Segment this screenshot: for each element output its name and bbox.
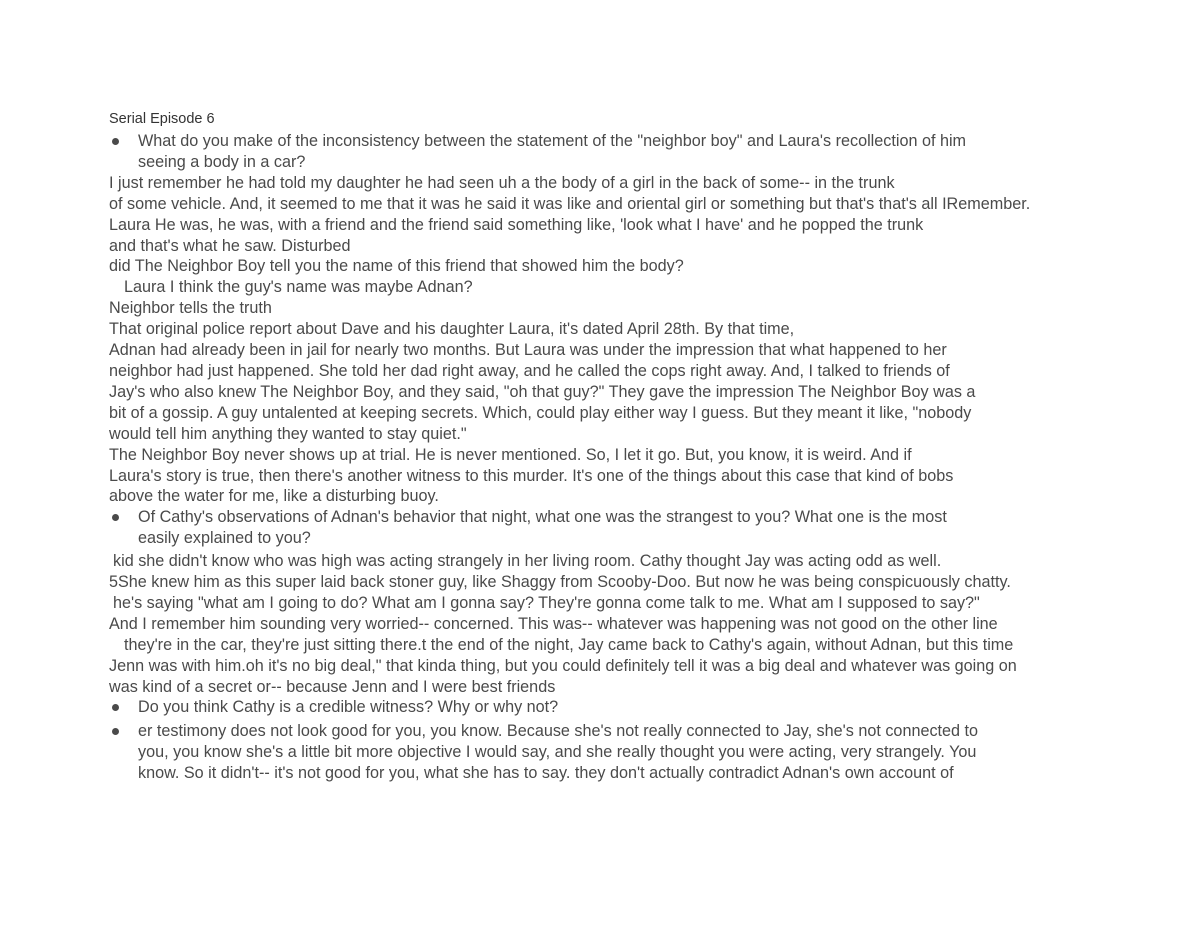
bullet-text: Of Cathy's observations of Adnan's behavior that night, what one was the strangest to you? What one is the most	[138, 508, 947, 527]
bullet-item	[0, 507, 1200, 528]
text-line: was kind of a secret or-- because Jenn and I were best friends	[109, 677, 556, 696]
bullet-item	[0, 131, 1200, 152]
bullet-dot-icon	[112, 514, 119, 521]
bullet-dot-icon	[112, 728, 119, 735]
bullet-text-continued: know. So it didn't-- it's not good for you, what she has to say. they don't actually contradict Adnan's own account of	[138, 764, 954, 783]
document-body	[0, 131, 1200, 784]
text-line: did The Neighbor Boy tell you the name of this friend that showed him the body?	[109, 257, 684, 276]
text-line: 5She knew him as this super laid back stoner guy, like Shaggy from Scooby-Doo. But now he was being conspicuously chatty.	[109, 573, 1011, 592]
bullet-text-continued: you, you know she's a little bit more objective I would say, and she really thought you were acting, very strangely. You	[138, 743, 977, 762]
text-line: I just remember he had told my daughter he had seen uh a the body of a girl in the back of some-- in the trunk	[109, 173, 895, 192]
bullet-item	[0, 697, 1200, 718]
text-line: Laura's story is true, then there's another witness to this murder. It's one of the things about this case that kind of bobs	[109, 466, 954, 485]
text-line: Jay's who also knew The Neighbor Boy, and they said, "oh that guy?" They gave the impression The Neighbor Boy was a	[109, 382, 976, 401]
text-line: and that's what he saw. Disturbed	[109, 236, 351, 255]
bullet-dot-icon	[112, 704, 119, 711]
bullet-text: What do you make of the inconsistency between the statement of the "neighbor boy" and Laura's recollection of him	[138, 132, 967, 150]
bullet-text-continued: seeing a body in a car?	[138, 152, 306, 171]
text-line: he's saying "what am I going to do? What am I gonna say? They're gonna come talk to me. What am I supposed to say?"	[113, 593, 980, 612]
text-line: would tell him anything they wanted to stay quiet."	[109, 424, 467, 443]
text-line: of some vehicle. And, it seemed to me that it was he said it was like and oriental girl or something but that's that's all IRemember.	[109, 194, 1031, 213]
bullet-text: Do you think Cathy is a credible witness? Why or why not?	[138, 698, 559, 717]
text-line: Jenn was with him.oh it's no big deal," that kinda thing, but you could definitely tell it was a big deal and whatever was going on	[109, 656, 1017, 675]
text-line: And I remember him sounding very worried-- concerned. This was-- whatever was happening was not good on the other line	[109, 614, 998, 633]
document-title: Serial Episode 6	[109, 111, 215, 127]
indented-line: Laura I think the guy's name was maybe Adnan?	[124, 278, 473, 297]
text-line: bit of a gossip. A guy untalented at keeping secrets. Which, could play either way I guess. But they meant it like, "nobody	[109, 403, 972, 422]
text-line: The Neighbor Boy never shows up at trial. He is never mentioned. So, I let it go. But, you know, it is weird. And if	[109, 445, 912, 464]
bullet-text: er testimony does not look good for you, you know. Because she's not really connected to Jay, she's not connected to	[138, 722, 979, 741]
text-line: neighbor had just happened. She told her dad right away, and he called the cops right away. And, I talked to friends of	[109, 361, 950, 380]
text-line: That original police report about Dave and his daughter Laura, it's dated April 28th. By that time,	[109, 320, 795, 339]
text-line: they're in the car, they're just sitting there.t the end of the night, Jay came back to Cathy's again, without Adnan, but this time	[124, 635, 1014, 654]
text-line: kid she didn't know who was high was acting strangely in her living room. Cathy thought Jay was acting odd as well.	[113, 552, 942, 571]
text-line: Adnan had already been in jail for nearly two months. But Laura was under the impression that what happened to her	[109, 341, 947, 360]
text-line: above the water for me, like a disturbing buoy.	[109, 487, 439, 506]
text-line: Laura He was, he was, with a friend and the friend said something like, 'look what I have' and he popped the trunk	[109, 215, 924, 234]
bullet-dot-icon	[112, 138, 119, 145]
bullet-item	[0, 721, 1200, 742]
text-line: Neighbor tells the truth	[109, 299, 272, 318]
bullet-text-continued: easily explained to you?	[138, 529, 311, 548]
